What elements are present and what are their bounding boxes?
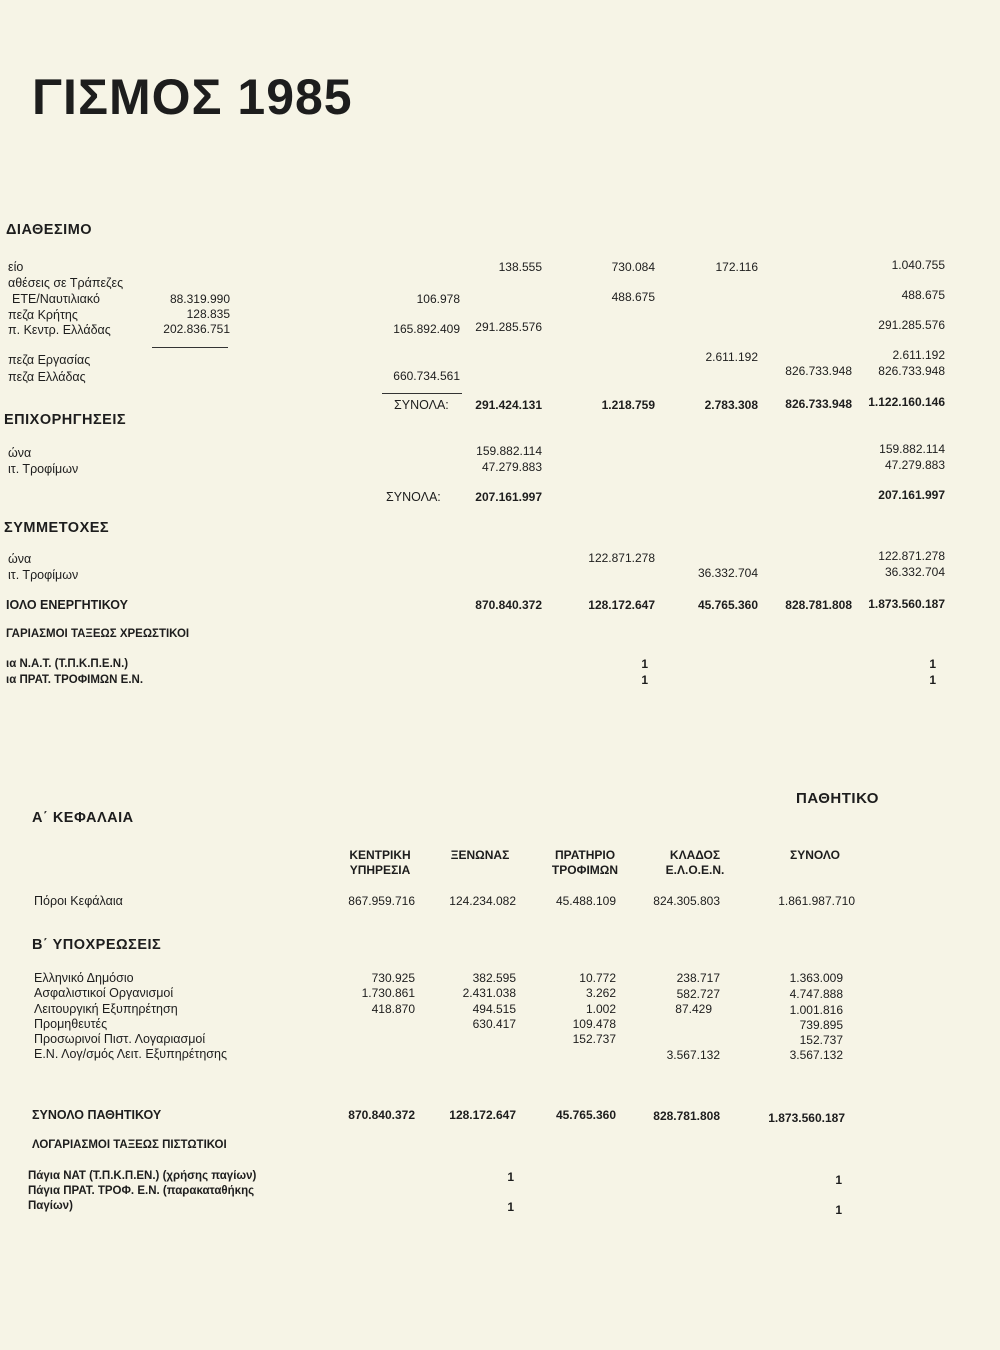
obligation-label: Προσωρινοί Πιστ. Λογαριασμοί: [34, 1032, 206, 1046]
cell-tameio-total: 1.040.755: [891, 258, 945, 272]
obligation-hostel: 382.595: [472, 971, 516, 985]
cell-kentr-c2: 291.285.576: [475, 320, 542, 334]
order-row1-c3: 1: [641, 657, 648, 671]
part-row1-c3: 122.871.278: [588, 551, 655, 565]
credit-row2-hostel: 1: [507, 1200, 514, 1214]
obligation-central: 730.925: [371, 971, 415, 985]
credit-row2-label-a: Πάγια ΠΡΑΤ. ΤΡΟΦ. Ε.Ν. (παρακαταθήκης: [28, 1185, 255, 1197]
order-row2-label: ια ΠΡΑΤ. ΤΡΟΦΙΜΩΝ Ε.Ν.: [6, 674, 144, 686]
capital-branch: 824.305.803: [653, 894, 720, 908]
subtotal-rule: [152, 347, 228, 348]
obligation-label: Λειτουργική Εξυπηρέτηση: [34, 1002, 178, 1016]
debit-order-heading: ΓΑΡΙΑΣΜΟΙ ΤΑΞΕΩΣ ΧΡΕΩΣΤΙΚΟΙ: [6, 628, 190, 640]
part-row2-total: 36.332.704: [884, 565, 945, 579]
grants-row2-c2: 47.279.883: [481, 460, 542, 474]
grants-row2-total: 47.279.883: [884, 458, 945, 472]
obligation-total: 739.895: [799, 1018, 843, 1032]
part-row2-c4: 36.332.704: [697, 566, 758, 580]
sum-rule: [382, 393, 462, 394]
obligation-central: 1.730.861: [361, 986, 415, 1000]
obligation-shop: 1.002: [585, 1002, 616, 1016]
capital-hostel: 124.234.082: [449, 894, 516, 908]
obligation-total: 152.737: [799, 1033, 843, 1047]
row-label-deposits: αθέσεις σε Τράπεζες: [8, 276, 124, 290]
credit-row1-total: 1: [835, 1173, 842, 1187]
row-label-ergasias: πεζα Εργασίας: [8, 353, 91, 367]
obligation-total: 3.567.132: [789, 1048, 843, 1062]
section-heading-participations: ΣΥΜΜΕΤΟΧΕΣ: [4, 520, 110, 536]
obligation-shop: 10.772: [579, 971, 616, 985]
sum2-c2: 207.161.997: [475, 490, 542, 504]
cell-ellados-col: 660.734.561: [393, 369, 460, 383]
obligation-total: 1.363.009: [789, 971, 843, 985]
obligation-branch: 238.717: [676, 971, 720, 985]
total-liabilities-hostel: 128.172.647: [449, 1108, 516, 1122]
obligations-heading: Β΄ ΥΠΟΧΡΕΩΣΕΙΣ: [32, 937, 162, 953]
grants-row1-label: ώνα: [8, 446, 32, 460]
capital-total: 1.861.987.710: [778, 894, 855, 908]
cell-kentr-sub: 202.836.751: [163, 322, 230, 336]
sum1-total: 1.122.160.146: [868, 395, 945, 409]
grants-row1-c2: 159.882.114: [476, 444, 542, 458]
cell-kentr-total: 291.285.576: [878, 318, 945, 332]
credit-row1-hostel: 1: [507, 1170, 514, 1184]
cell-ete-col: 106.978: [416, 292, 460, 306]
total-liabilities-central: 870.840.372: [348, 1108, 415, 1122]
row-label-kentr: π. Κεντρ. Ελλάδας: [8, 323, 111, 337]
row-label-ete: ΕΤΕ/Ναυτιλιακό: [12, 292, 100, 306]
total-assets-c5: 828.781.808: [785, 598, 852, 612]
obligation-branch: 582.727: [676, 987, 720, 1001]
page-title: ΓΙΣΜΟΣ 1985: [32, 69, 353, 125]
cell-ete-total: 488.675: [901, 288, 945, 302]
obligation-central: 418.870: [371, 1002, 415, 1016]
obligation-label: Ασφαλιστικοί Οργανισμοί: [34, 986, 174, 1000]
obligation-shop: 3.262: [585, 986, 616, 1000]
credit-order-heading: ΛΟΓΑΡΙΑΣΜΟΙ ΤΑΞΕΩΣ ΠΙΣΤΩΤΙΚΟΙ: [32, 1139, 227, 1151]
sum1-c4: 2.783.308: [704, 398, 758, 412]
col-header-total: ΣΥΝΟΛΟ: [790, 848, 840, 862]
obligation-hostel: 494.515: [472, 1002, 516, 1016]
col-header-central: [330, 848, 430, 878]
row-label-ellados: πεζα Ελλάδας: [8, 370, 86, 384]
cell-ete-sub: 88.319.990: [169, 292, 230, 306]
section-heading-available: ΔΙΑΘΕΣΙΜΟ: [6, 222, 93, 238]
total-assets-c4: 45.765.360: [697, 598, 758, 612]
order-row1-label: ια Ν.Α.Τ. (Τ.Π.Κ.Π.Ε.Ν.): [6, 658, 129, 670]
obligation-total: 4.747.888: [789, 987, 843, 1001]
row-label-kritis: πεζα Κρήτης: [8, 308, 78, 322]
col-header-central-line1: ΚΕΝΤΡΙΚΗ: [349, 848, 411, 862]
total-liabilities-branch: 828.781.808: [653, 1109, 720, 1123]
obligation-label: Ελληνικό Δημόσιο: [34, 971, 134, 985]
cell-ellados-c5: 826.733.948: [785, 364, 852, 378]
sum2-label: ΣΥΝΟΛΑ:: [386, 490, 441, 504]
cell-tameio-c2: 138.555: [498, 260, 542, 274]
sum1-label: ΣΥΝΟΛΑ:: [394, 398, 449, 412]
cell-tameio-c4: 172.116: [715, 260, 758, 274]
section-heading-grants: ΕΠΙΧΟΡΗΓΗΣΕΙΣ: [4, 412, 127, 428]
liabilities-heading: ΠΑΘΗΤΙΚΟ: [796, 790, 879, 807]
total-assets-total: 1.873.560.187: [868, 597, 945, 611]
total-assets-label: ΙΟΛΟ ΕΝΕΡΓΗΤΙΚΟΥ: [6, 598, 128, 612]
capital-shop: 45.488.109: [555, 894, 616, 908]
sum1-c3: 1.218.759: [601, 398, 655, 412]
part-row2-label: ιτ. Τροφίμων: [8, 568, 79, 582]
obligation-branch: 87.429: [675, 1002, 712, 1016]
cell-kentr-col: 165.892.409: [393, 322, 460, 336]
cell-ergasias-total: 2.611.192: [892, 348, 945, 362]
cell-tameio-c3: 730.084: [611, 260, 655, 274]
capital-heading: Α΄ ΚΕΦΑΛΑΙΑ: [32, 810, 134, 826]
total-assets-c3: 128.172.647: [588, 598, 655, 612]
col-header-hostel: ΞΕΝΩΝΑΣ: [450, 848, 510, 862]
grants-row2-label: ιτ. Τροφίμων: [8, 462, 79, 476]
total-liabilities-total: 1.873.560.187: [768, 1111, 845, 1125]
capital-central: 867.959.716: [348, 894, 415, 908]
grants-row1-total: 159.882.114: [879, 442, 945, 456]
part-row1-label: ώνα: [8, 552, 32, 566]
col-header-shop-line2: ΤΡΟΦΙΜΩΝ: [551, 863, 619, 877]
col-header-branch: [645, 848, 745, 878]
credit-row2-total: 1: [835, 1203, 842, 1217]
total-liabilities-shop: 45.765.360: [555, 1108, 616, 1122]
total-assets-c2: 870.840.372: [475, 598, 542, 612]
total-liabilities-label: ΣΥΝΟΛΟ ΠΑΘΗΤΙΚΟΥ: [32, 1108, 162, 1122]
obligation-hostel: 2.431.038: [462, 986, 516, 1000]
col-header-shop-line1: ΠΡΑΤΗΡΙΟ: [554, 848, 616, 862]
obligation-branch: 3.567.132: [666, 1048, 720, 1062]
col-header-shop: [535, 848, 635, 878]
credit-row2-label-b: Παγίων): [28, 1200, 73, 1212]
obligation-label: Προμηθευτές: [34, 1017, 108, 1031]
col-header-central-line2: ΥΠΗΡΕΣΙΑ: [349, 863, 411, 877]
obligation-shop: 109.478: [572, 1017, 616, 1031]
cell-ellados-total: 826.733.948: [878, 364, 945, 378]
cell-ergasias-c4: 2.611.192: [705, 350, 758, 364]
sum1-c2: 291.424.131: [475, 398, 542, 412]
obligation-total: 1.001.816: [789, 1003, 843, 1017]
row-label-tameio: είο: [8, 260, 24, 274]
order-row2-total: 1: [929, 673, 936, 687]
cell-kritis-sub: 128.835: [186, 307, 230, 321]
part-row1-total: 122.871.278: [878, 549, 945, 563]
sum1-c5: 826.733.948: [785, 397, 852, 411]
order-row1-total: 1: [929, 657, 936, 671]
col-header-branch-line2: Ε.Λ.Ο.Ε.Ν.: [665, 863, 725, 877]
obligation-label: Ε.Ν. Λογ/σμός Λειτ. Εξυπηρέτησης: [34, 1047, 227, 1061]
obligation-shop: 152.737: [572, 1032, 616, 1046]
capital-row-label: Πόροι Κεφάλαια: [34, 894, 123, 908]
col-header-branch-line1: ΚΛΑΔΟΣ: [669, 848, 721, 862]
obligation-hostel: 630.417: [472, 1017, 516, 1031]
sum2-total: 207.161.997: [878, 488, 945, 502]
order-row2-c3: 1: [641, 673, 648, 687]
credit-row1-label: Πάγια ΝΑΤ (Τ.Π.Κ.Π.ΕΝ.) (χρήσης παγίων): [28, 1170, 257, 1182]
cell-ete-c3: 488.675: [611, 290, 655, 304]
